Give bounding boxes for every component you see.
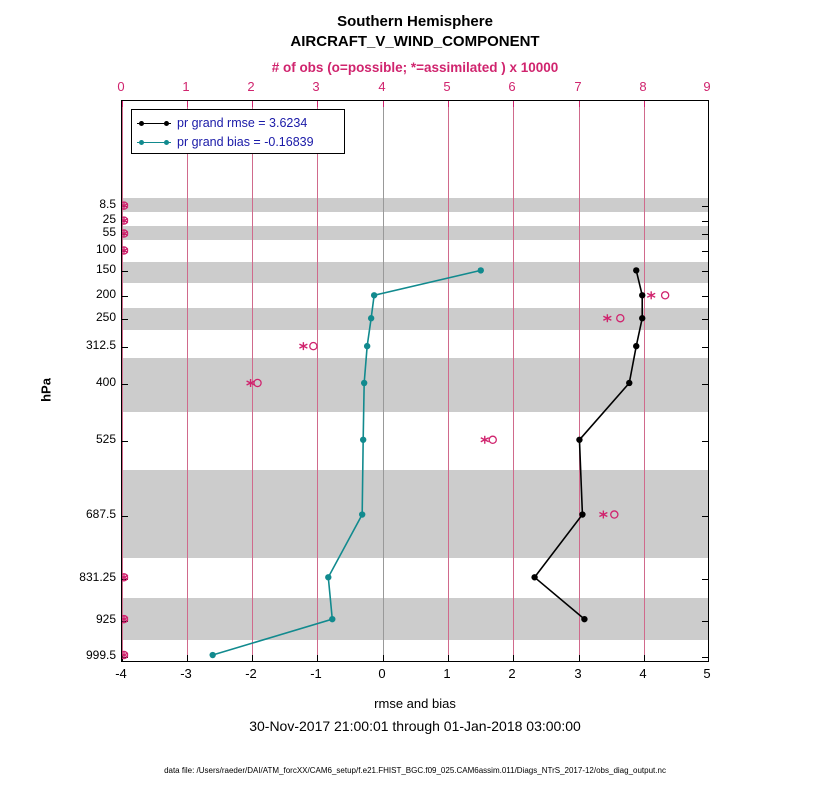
y-tick-label: 999.5 xyxy=(85,648,116,662)
y-tick-label: 687.5 xyxy=(85,507,116,521)
y-tick-label: 400 xyxy=(95,375,116,389)
grid-line xyxy=(708,101,709,661)
x-tick-label: -2 xyxy=(245,666,257,681)
series-rmse-markers xyxy=(531,267,645,622)
y-tick-label: 8.5 xyxy=(99,197,116,211)
legend-label-bias: pr grand bias = -0.16839 xyxy=(177,135,314,149)
data-series-overlay xyxy=(122,101,708,661)
x-tick-label: 3 xyxy=(574,666,582,681)
x-tick-label: -1 xyxy=(310,666,322,681)
y-tick-label: 100 xyxy=(95,242,116,256)
x-tick-label: 0 xyxy=(378,666,386,681)
top-x-tick-label: 7 xyxy=(574,79,582,94)
series-bias-markers xyxy=(210,267,484,658)
y-tick-label: 25 xyxy=(102,212,116,226)
obs-assimilated-markers xyxy=(121,202,655,659)
y-tick-label: 150 xyxy=(95,262,116,276)
chart-title-line2: AIRCRAFT_V_WIND_COMPONENT xyxy=(290,33,540,50)
legend-label-rmse: pr grand rmse = 3.6234 xyxy=(177,116,308,130)
x-tick-label: -4 xyxy=(115,666,127,681)
top-x-tick-label: 3 xyxy=(312,79,320,94)
obs-possible-markers xyxy=(121,202,669,659)
legend-swatch-bias xyxy=(137,142,171,143)
chart-legend xyxy=(131,109,345,154)
legend-swatch-rmse xyxy=(137,123,171,124)
y-tick-label: 925 xyxy=(95,612,116,626)
legend-entry-rmse xyxy=(137,114,307,132)
y-tick-label: 525 xyxy=(95,432,116,446)
top-x-tick-label: 1 xyxy=(182,79,190,94)
top-x-tick-label: 4 xyxy=(378,79,386,94)
top-x-tick-label: 9 xyxy=(703,79,711,94)
series-rmse-line xyxy=(535,270,643,619)
data-file-label: data file: /Users/raeder/DAI/ATM_forcXX/CAM6_setup/f.e21.FHIST_BGC.f09_025.CAM6assim.011/Diags_NTrS_2017-12/obs_diag_output.nc xyxy=(164,766,666,775)
x-axis-label: rmse and bias xyxy=(374,696,456,711)
top-x-tick-label: 8 xyxy=(639,79,647,94)
plot-area xyxy=(121,100,709,662)
x-tick-label: -3 xyxy=(180,666,192,681)
top-x-tick-label: 0 xyxy=(117,79,125,94)
top-axis-title: # of obs (o=possible; *=assimilated ) x 10000 xyxy=(271,60,559,75)
top-x-tick-label: 6 xyxy=(508,79,516,94)
y-tick-label: 312.5 xyxy=(85,338,116,352)
x-tick-label: 5 xyxy=(703,666,711,681)
time-range-label: 30-Nov-2017 21:00:01 through 01-Jan-2018 03:00:00 xyxy=(249,718,581,734)
x-tick-label: 1 xyxy=(443,666,451,681)
legend-entry-bias xyxy=(137,133,314,151)
y-tick-label: 55 xyxy=(102,225,116,239)
y-tick-label: 831.25 xyxy=(79,570,116,584)
x-tick-label: 2 xyxy=(508,666,516,681)
series-bias-line xyxy=(213,270,481,655)
y-tick-label: 200 xyxy=(95,287,116,301)
top-x-tick-label: 5 xyxy=(443,79,451,94)
y-axis-label: hPa xyxy=(38,378,54,402)
y-tick-label: 250 xyxy=(95,310,116,324)
chart-title-line1: Southern Hemisphere xyxy=(337,13,493,30)
top-x-tick-label: 2 xyxy=(247,79,255,94)
x-tick-label: 4 xyxy=(639,666,647,681)
